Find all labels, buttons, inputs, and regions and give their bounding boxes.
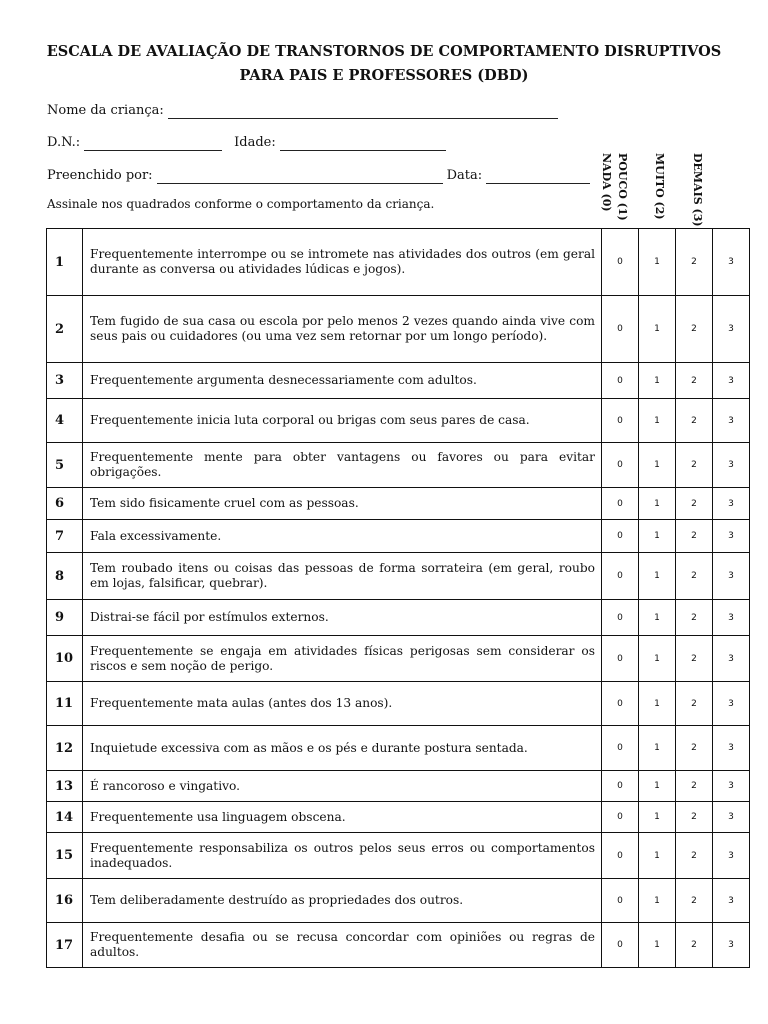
item-number: 6 (47, 488, 83, 520)
title-line-1: ESCALA DE AVALIAÇÃO DE TRANSTORNOS DE COMPORTAMENTO DISRUPTIVOS (46, 43, 722, 60)
rating-box-3[interactable]: 3 (713, 296, 750, 363)
table-row (47, 833, 750, 879)
rating-box-2[interactable]: 2 (676, 296, 713, 363)
child-name-row (47, 101, 558, 119)
item-number: 2 (47, 296, 83, 363)
rating-box-2[interactable]: 2 (676, 726, 713, 771)
table-row (47, 229, 750, 296)
rating-box-2[interactable]: 2 (676, 802, 713, 833)
rating-box-2[interactable]: 2 (676, 553, 713, 600)
item-number: 13 (47, 771, 83, 802)
rating-box-3[interactable]: 3 (713, 520, 750, 553)
table-row (47, 923, 750, 968)
rating-box-2[interactable]: 2 (676, 600, 713, 636)
column-header-nada: NADA (0) (600, 153, 613, 212)
rating-box-3[interactable]: 3 (713, 443, 750, 488)
child-name-label: Nome da criança: (47, 103, 164, 118)
item-number: 1 (47, 229, 83, 296)
rating-box-3[interactable]: 3 (713, 802, 750, 833)
instructions: Assinale nos quadrados conforme o comportamento da criança. (47, 197, 435, 211)
age-field[interactable] (280, 136, 446, 151)
table-row (47, 879, 750, 923)
rating-box-3[interactable]: 3 (713, 636, 750, 682)
column-header-demais: DEMAIS (3) (691, 153, 704, 227)
table-row (47, 771, 750, 802)
item-text: Frequentemente usa linguagem obscena. (83, 802, 602, 833)
table-row (47, 296, 750, 363)
rating-box-3[interactable]: 3 (713, 879, 750, 923)
child-name-field[interactable] (168, 104, 558, 119)
item-number: 7 (47, 520, 83, 553)
item-number: 17 (47, 923, 83, 968)
rating-box-0[interactable]: 0 (602, 802, 639, 833)
rating-box-0[interactable]: 0 (602, 600, 639, 636)
dob-age-row (47, 133, 446, 151)
rating-box-1[interactable]: 1 (639, 553, 676, 600)
filled-by-label: Preenchido por: (47, 168, 153, 183)
rating-box-3[interactable]: 3 (713, 923, 750, 968)
table-row (47, 726, 750, 771)
rating-box-1[interactable]: 1 (639, 802, 676, 833)
item-number: 10 (47, 636, 83, 682)
rating-box-2[interactable]: 2 (676, 636, 713, 682)
rating-box-2[interactable]: 2 (676, 520, 713, 553)
item-text: Tem deliberadamente destruído as propriedades dos outros. (83, 879, 602, 923)
item-text: Frequentemente mata aulas (antes dos 13 anos). (83, 682, 602, 726)
rating-box-2[interactable]: 2 (676, 488, 713, 520)
table-row (47, 443, 750, 488)
rating-box-1[interactable]: 1 (639, 879, 676, 923)
rating-box-0[interactable]: 0 (602, 296, 639, 363)
rating-box-2[interactable]: 2 (676, 443, 713, 488)
item-text: Frequentemente argumenta desnecessariamente com adultos. (83, 363, 602, 399)
table-row (47, 636, 750, 682)
rating-box-1[interactable]: 1 (639, 833, 676, 879)
rating-box-0[interactable]: 0 (602, 399, 639, 443)
rating-box-2[interactable]: 2 (676, 399, 713, 443)
table-row (47, 520, 750, 553)
rating-box-3[interactable]: 3 (713, 726, 750, 771)
table-row (47, 399, 750, 443)
item-text: Frequentemente desafia ou se recusa concordar com opiniões ou regras de adultos. (83, 923, 602, 968)
rating-box-0[interactable]: 0 (602, 363, 639, 399)
item-text: Frequentemente mente para obter vantagens ou favores ou para evitar obrigações. (83, 443, 602, 488)
page-title (0, 40, 768, 88)
rating-box-0[interactable]: 0 (602, 553, 639, 600)
rating-box-0[interactable]: 0 (602, 520, 639, 553)
rating-box-1[interactable]: 1 (639, 443, 676, 488)
item-number: 16 (47, 879, 83, 923)
rating-box-1[interactable]: 1 (639, 682, 676, 726)
rating-box-2[interactable]: 2 (676, 363, 713, 399)
rating-box-1[interactable]: 1 (639, 726, 676, 771)
rating-box-0[interactable]: 0 (602, 636, 639, 682)
item-number: 11 (47, 682, 83, 726)
rating-box-2[interactable]: 2 (676, 229, 713, 296)
rating-box-0[interactable]: 0 (602, 229, 639, 296)
rating-box-2[interactable]: 2 (676, 771, 713, 802)
rating-box-1[interactable]: 1 (639, 229, 676, 296)
date-label: Data: (446, 168, 483, 183)
item-number: 5 (47, 443, 83, 488)
table-row (47, 600, 750, 636)
title-line-2: PARA PAIS E PROFESSORES (DBD) (239, 67, 529, 84)
rating-box-1[interactable]: 1 (639, 923, 676, 968)
rating-box-0[interactable]: 0 (602, 682, 639, 726)
rating-box-0[interactable]: 0 (602, 771, 639, 802)
rating-box-2[interactable]: 2 (676, 833, 713, 879)
item-number: 3 (47, 363, 83, 399)
rating-box-2[interactable]: 2 (676, 879, 713, 923)
column-header-pouco: POUCO (1) (616, 153, 629, 221)
age-label: Idade: (234, 135, 276, 150)
rating-box-2[interactable]: 2 (676, 682, 713, 726)
rating-box-1[interactable]: 1 (639, 296, 676, 363)
item-number: 12 (47, 726, 83, 771)
item-text: Frequentemente se engaja em atividades físicas perigosas sem considerar os riscos e sem noção de perigo. (83, 636, 602, 682)
item-text: Inquietude excessiva com as mãos e os pés e durante postura sentada. (83, 726, 602, 771)
rating-box-1[interactable]: 1 (639, 488, 676, 520)
item-text: Fala excessivamente. (83, 520, 602, 553)
rating-box-3[interactable]: 3 (713, 363, 750, 399)
item-number: 9 (47, 600, 83, 636)
rating-box-3[interactable]: 3 (713, 682, 750, 726)
rating-box-3[interactable]: 3 (713, 553, 750, 600)
item-text: Frequentemente responsabiliza os outros pelos seus erros ou comportamentos inadequados. (83, 833, 602, 879)
dob-field[interactable] (84, 136, 222, 151)
item-text: Frequentemente interrompe ou se intromete nas atividades dos outros (em geral durante as conversa ou atividades lúdicas e jogos). (83, 229, 602, 296)
table-row (47, 802, 750, 833)
table-row (47, 363, 750, 399)
item-text: Tem fugido de sua casa ou escola por pelo menos 2 vezes quando ainda vive com seus pais ou cuidadores (ou uma vez sem retornar por um longo período). (83, 296, 602, 363)
rating-box-3[interactable]: 3 (713, 600, 750, 636)
item-text: Distrai-se fácil por estímulos externos. (83, 600, 602, 636)
table-row (47, 682, 750, 726)
item-number: 15 (47, 833, 83, 879)
rating-box-1[interactable]: 1 (639, 771, 676, 802)
rating-box-3[interactable]: 3 (713, 399, 750, 443)
rating-box-1[interactable]: 1 (639, 363, 676, 399)
rating-box-3[interactable]: 3 (713, 771, 750, 802)
rating-box-3[interactable]: 3 (713, 229, 750, 296)
rating-box-1[interactable]: 1 (639, 636, 676, 682)
rating-box-0[interactable]: 0 (602, 726, 639, 771)
rating-box-0[interactable]: 0 (602, 923, 639, 968)
rating-box-0[interactable]: 0 (602, 488, 639, 520)
table-row (47, 553, 750, 600)
rating-box-1[interactable]: 1 (639, 399, 676, 443)
filled-by-row (47, 166, 590, 184)
item-number: 14 (47, 802, 83, 833)
item-number: 4 (47, 399, 83, 443)
item-text: Frequentemente inicia luta corporal ou brigas com seus pares de casa. (83, 399, 602, 443)
rating-box-1[interactable]: 1 (639, 520, 676, 553)
item-text: Tem roubado itens ou coisas das pessoas de forma sorrateira (em geral, roubo em lojas, falsificar, quebrar). (83, 553, 602, 600)
rating-box-2[interactable]: 2 (676, 923, 713, 968)
questionnaire-table (46, 228, 750, 968)
dob-label: D.N.: (47, 135, 81, 150)
date-field[interactable] (486, 169, 590, 184)
item-text: Tem sido fisicamente cruel com as pessoas. (83, 488, 602, 520)
rating-box-0[interactable]: 0 (602, 443, 639, 488)
table-row (47, 488, 750, 520)
rating-box-0[interactable]: 0 (602, 879, 639, 923)
rating-box-3[interactable]: 3 (713, 488, 750, 520)
rating-box-1[interactable]: 1 (639, 600, 676, 636)
rating-box-3[interactable]: 3 (713, 833, 750, 879)
rating-box-0[interactable]: 0 (602, 833, 639, 879)
filled-by-field[interactable] (157, 169, 443, 184)
column-header-muito: MUITO (2) (653, 153, 666, 220)
item-number: 8 (47, 553, 83, 600)
item-text: É rancoroso e vingativo. (83, 771, 602, 802)
